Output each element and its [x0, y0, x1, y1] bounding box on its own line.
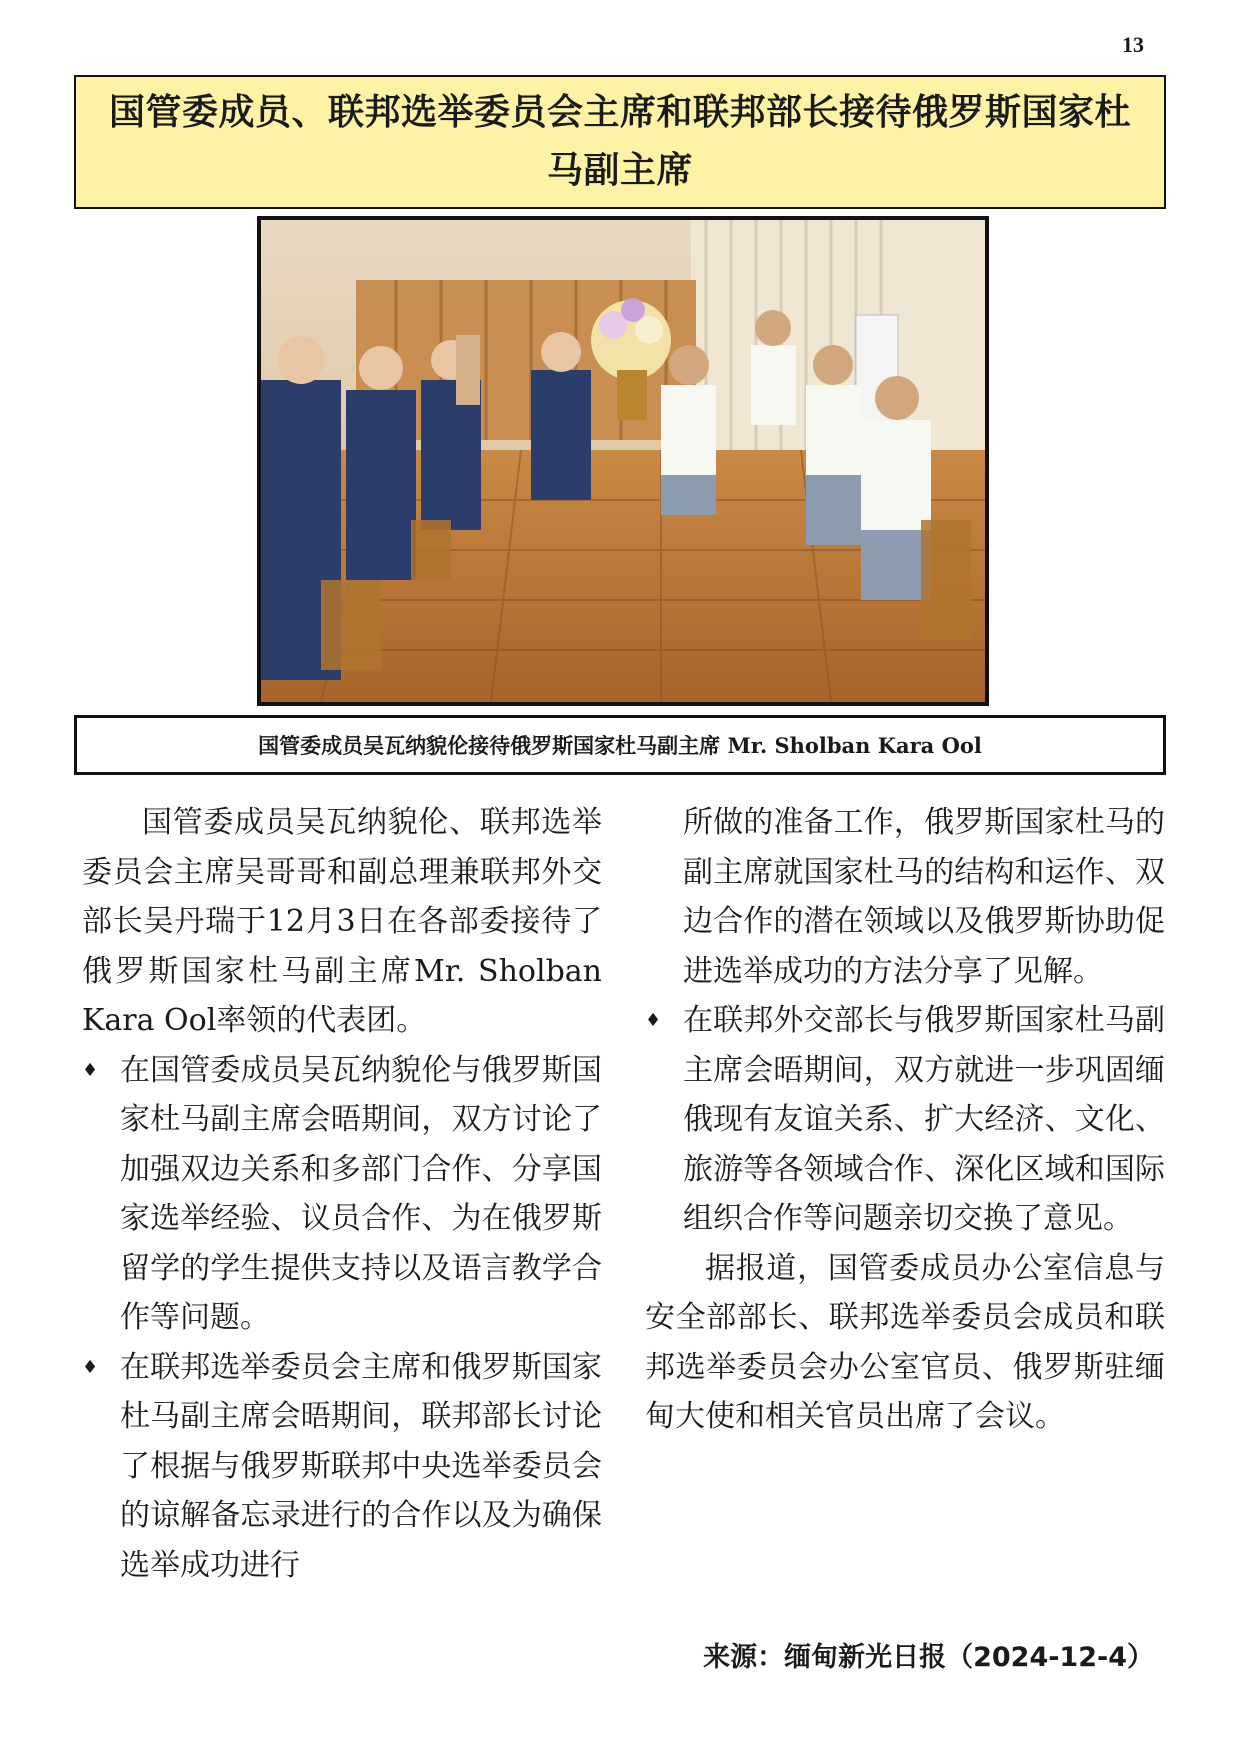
bullet-item-3	[645, 996, 1165, 1244]
bullet-text-2-part1: 在联邦选举委员会主席和俄罗斯国家杜马副主席会晤期间，联邦部长讨论了根据与俄罗斯联邦中央选举委员会的谅解备忘录进行的合作以及为确保选举成功进行	[120, 1349, 602, 1583]
article-closing: 据报道，国管委成员办公室信息与安全部部长、联邦选举委员会成员和联邦选举委员会办公室官员、俄罗斯驻缅甸大使和相关官员出席了会议。	[645, 1250, 1165, 1434]
bullet-item-1	[82, 1046, 602, 1343]
bullet-item-2	[82, 1343, 602, 1591]
photo-caption: 国管委成员吴瓦纳貌伦接待俄罗斯国家杜马副主席 Mr. Sholban Kara Ool	[258, 733, 982, 758]
bullet-text-3: 在联邦外交部长与俄罗斯国家杜马副主席会晤期间，双方就进一步巩固缅俄现有友谊关系、扩大经济、文化、旅游等各领域合作、深化区域和国际组织合作等问题亲切交换了意见。	[683, 1003, 1165, 1236]
article-title: 国管委成员、联邦选举委员会主席和联邦部长接待俄罗斯国家杜马副主席	[108, 92, 1131, 191]
diamond-bullet-icon: ♦	[82, 1356, 99, 1378]
article-intro: 国管委成员吴瓦纳貌伦、联邦选举委员会主席吴哥哥和副总理兼联邦外交部长吴丹瑞于12月3日在各部委接待了俄罗斯国家杜马副主席Mr. Sholban Kara Ool率领的代表团。	[82, 805, 602, 1038]
news-photo	[257, 216, 989, 706]
title-banner	[74, 75, 1166, 209]
diamond-bullet-icon: ♦	[645, 1010, 662, 1031]
bullet-item-2-continued	[645, 798, 1165, 996]
page-number: 13	[1122, 32, 1144, 57]
diamond-bullet-icon: ♦	[82, 1059, 99, 1081]
bullet-text-2-part2: 所做的准备工作，俄罗斯国家杜马的副主席就国家杜马的结构和运作、双边合作的潜在领域以及俄罗斯协助促进选举成功的方法分享了见解。	[683, 805, 1165, 989]
article-column-right	[645, 798, 1165, 1442]
article-column-left	[82, 798, 602, 1590]
meeting-photo-illustration	[261, 220, 985, 702]
bullet-text-1: 在国管委成员吴瓦纳貌伦与俄罗斯国家杜马副主席会晤期间，双方讨论了加强双边关系和多部门合作、分享国家选举经验、议员合作、为在俄罗斯留学的学生提供支持以及语言教学合作等问题。	[120, 1052, 602, 1335]
source-line: 来源：缅甸新光日报（2024-12-4）	[703, 1642, 1154, 1673]
photo-caption-box	[74, 715, 1166, 775]
